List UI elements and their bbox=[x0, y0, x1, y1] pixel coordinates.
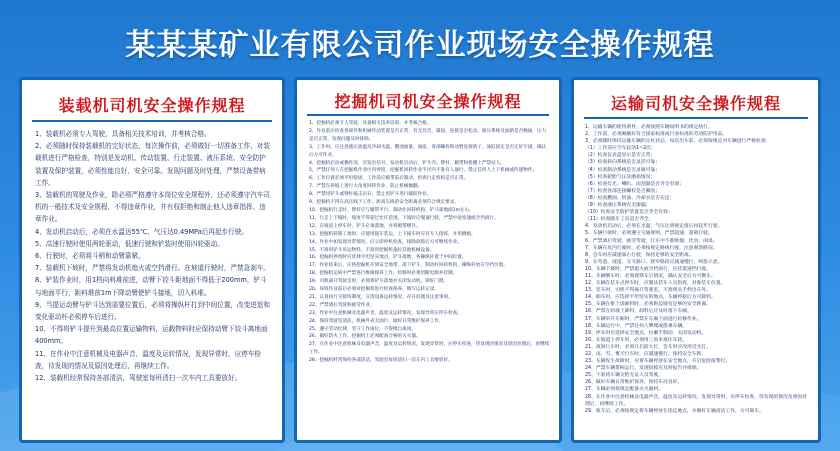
rules-list bbox=[22, 122, 282, 384]
rule-item: 5、严禁任何人在挖掘机作业区内停留，挖掘机回转作业半径内不准有人通行，禁止任何人上下机械或传递物件。 bbox=[309, 168, 538, 174]
rule-item: 21、认真执行交接班制度，交清设备运转情况、存在问题及注意事项。 bbox=[309, 294, 453, 300]
rule-item: 15、不准用铲斗吊运物料，不准用挖掘机拖拉其他机械设备。 bbox=[309, 247, 435, 253]
rule-item: 13、装车时，司机不得离开驾驶室，不准将头手伸出车外。 bbox=[585, 288, 712, 294]
rule-item: （10）检查安全防护装置是否齐全有效； bbox=[585, 210, 673, 216]
panel-title: 装载机司机安全操作规程 bbox=[58, 96, 246, 115]
rule-item: 12、装载机经常保持各部清洁，驾驶室每班清扫一次车内工具要放好。 bbox=[35, 374, 242, 383]
rule-item: 1、装载机必须专人驾驶，具备相关技术培训，并考核合格。 bbox=[35, 130, 211, 138]
rule-item: 12、车辆在装车点停车时，应服从装车人员指挥，对准装车位置。 bbox=[585, 281, 726, 287]
rule-item: 13、挖掘机转移工地时，应使用拖车装运，上下拖车时应有专人指挥，并用跳板。 bbox=[309, 231, 476, 237]
rule-item: 4、发动机启动后，必须在水温达55℃，气压达0.49MPa后再起步行驶。 bbox=[35, 227, 248, 236]
rule-item: 7、车辆在坑内行驶时，必须按规定路线行驶，注意观察路况。 bbox=[585, 245, 718, 251]
rule-item: 18、挖掘机运转中严禁进行维修保养工作，检修时必须切断电源并挂牌。 bbox=[309, 271, 458, 277]
panel-title: 挖掘机司机安全操作规程 bbox=[334, 92, 522, 111]
rule-item: 9、当提运动臂与铲斗达到需要位置后，必须将操纵杆打到中间位置，改变进退和变化驱动杆必须停车后进行。 bbox=[35, 300, 270, 322]
rule-item: （1）工作前应空车起动1~2次； bbox=[585, 146, 656, 152]
rule-item: 28、在作业中注意机械及电器声音，温度及运转情况，发现异常时，应停车检查，待发现的情况及原因处理后，再继续工作。 bbox=[585, 394, 807, 407]
rule-item: 11、车辆倒车时，必须观察车后情况，确认安全后方可倒车。 bbox=[585, 273, 716, 279]
rule-item: （9）检查液压系统有无渗漏； bbox=[585, 203, 651, 209]
rule-item: 6、严禁酒后驾驶、疲劳驾驶，行车中不准吸烟、饮食、闲谈。 bbox=[585, 238, 718, 244]
rule-item: 24、保持驾驶室清洁，机械外表无油污，做好日常维护保养工作。 bbox=[309, 318, 444, 324]
rule-item: 25、遵守劳动纪律，坚守工作岗位，不得擅自离岗。 bbox=[309, 326, 416, 332]
rule-item: （7）检查各部连接螺栓是否紧固； bbox=[585, 188, 661, 194]
rule-item: 22、雨、雪、雾天行车时，应减速慢行，保持安全车距。 bbox=[585, 352, 707, 357]
rule-item: （11）检查随车工具是否齐全。 bbox=[585, 217, 654, 223]
rule-item: 26、做好防火工作，挖掘机上必须配备合格的灭火器。 bbox=[309, 334, 421, 340]
rule-item: 14、作业中如发现异常情况，应立即停机检查，排除故障后方可继续作业。 bbox=[309, 239, 462, 245]
loader-operator-rules-panel bbox=[19, 77, 285, 443]
rule-item: 27、车辆必须按规定配备灭火器材。 bbox=[585, 387, 664, 393]
rule-item: 23、车辆发生故障时，应将车辆停放在安全地点，开启危险报警灯。 bbox=[585, 359, 731, 365]
rule-item: 19、司机离开驾驶室时，必须将铲斗落地并关闭发动机，锁好门窗。 bbox=[309, 279, 449, 285]
rule-item: 18、车辆运行中，严禁任何人攀爬或搭乘车辆。 bbox=[585, 323, 688, 329]
rule-item: 22、严禁酒后驾驶和疲劳作业。 bbox=[309, 302, 375, 308]
rule-item: 10、车辆下坡时，严禁熄火或空挡滑行，应挂低速挡行驶。 bbox=[585, 266, 712, 272]
rule-item: 23、作业中注意机械及电器声音，温度及运转情况，发现异常应停车检查。 bbox=[309, 310, 462, 316]
rule-item: 6、工作位置必须平坦稳固，工作前应履带前后制动，检查行走机构是否正常。 bbox=[309, 176, 469, 182]
rule-item: 11、在作业中注意机械及电器声音，温度及运转情况，发现异常时，应停车检查，待发现的情况及原因处理后，再继续工作。 bbox=[35, 349, 261, 370]
rule-item: （5）检查轮胎气压及磨损情况； bbox=[585, 174, 656, 180]
rule-item: 25、不准将车辆交给无证人员驾驶。 bbox=[585, 373, 664, 379]
rule-item: 19、停车时应选择安全地点，拉紧手制动，关闭发动机。 bbox=[585, 330, 707, 336]
rule-item: 11、行走上下坡时，坡度不得超过允许范围，下坡时应慢速行驶，严禁中途变速或空挡滑行。 bbox=[309, 215, 499, 221]
rule-item: 8、会车时应减速靠右行驶，保持足够的安全距离。 bbox=[585, 252, 694, 258]
rule-item: 21、夜间行车时，必须开启前大灯，会车时应改用近光灯。 bbox=[585, 344, 712, 350]
rule-item: （2）检查仪表盘显示是否正常； bbox=[585, 153, 656, 159]
rule-item: 15、车辆在排土场卸料时，必须距边坡有足够的安全距离。 bbox=[585, 302, 712, 308]
rule-item: 20、每班作业前后必须对挖掘机进行检查保养，填写运转记录。 bbox=[309, 287, 439, 293]
rule-item: 29、收车后，必须按规定将车辆停放在指定地点，并做好车辆清洁工作，方可离车。 bbox=[585, 408, 764, 414]
rule-item: （8）检查燃油、机油、冷却水是否充足； bbox=[585, 195, 675, 201]
rule-item: 3、必须随时保持运输车辆的完好状态，每次出车前，必须按规定对车辆进行严格检查： bbox=[585, 139, 771, 145]
rule-item: 2、作业前应检查各部件和机械传动装置是否正常，有无异音，紧固、连接是否松动，液压系统及油路是否畅通，压力是否正常，发现问题及时排除。 bbox=[309, 128, 547, 142]
rule-item: （6）检查灯光、喇叭、雨刮器是否齐全有效； bbox=[585, 181, 684, 187]
rule-item: 4、发动机启动后，必须在水温、气压达到规定值后再起步行驶。 bbox=[585, 224, 723, 230]
rule-item: 7、装载机下坡时，严禁将发动机熄火或空挡滑行。在坡道行驶时，严禁急刹车。 bbox=[35, 264, 270, 273]
rule-item: 24、严禁车辆带病运行，发现故障应及时报告并排除。 bbox=[585, 366, 702, 372]
rule-item: 7、严禁在斜坡上进行大角度回转作业，防止机械倾翻。 bbox=[309, 184, 423, 190]
rule-item: 3、装载机的驾驶及作业，除必须严格遵守本岗位安全规程外，还必须遵守汽车司机的一般技术及安全规程，不得违章作业，并有权拒绝和制止他人违章指挥、违章作业。 bbox=[35, 191, 270, 224]
rule-item: 12、在坡道上停车时，铲斗必须落地，并将履带楔住。 bbox=[309, 223, 421, 229]
page-title: 某某某矿业有限公司作业现场安全操作规程 bbox=[125, 28, 715, 63]
rule-item: 1、运输车辆的使用条件，必须按照车辆说明书的规定执行。 bbox=[585, 125, 713, 130]
rule-item: 20、在坡道上停车时，必须用三角木塞住车轮。 bbox=[585, 337, 688, 343]
transport-driver-rules-panel bbox=[571, 77, 821, 443]
rule-item: （4）检查制动系统是否灵敏可靠； bbox=[585, 167, 661, 173]
rule-item: 9、挖掘机不得在高压线下工作，距高压线的安全距离必须符合规定要求。 bbox=[309, 200, 459, 206]
rule-item: 17、作业结束后，应将挖掘机开到安全地带，落下铲斗，制动好回转机构，操纵杆放在空挡位置。 bbox=[309, 263, 508, 269]
panel-title: 运输司机安全操作规程 bbox=[610, 94, 781, 113]
rule-item: 10、挖掘机行走时，臂杆应与履带平行，制动住回转机构，铲斗离地面1m左右。 bbox=[309, 207, 474, 213]
rule-item: 27、在作业中注意机械及电器声音，温度及运转情况，发现异常时，应停车检查，待发现的情况及原因处理后，再继续工作。 bbox=[309, 342, 550, 356]
rule-item: 16、严禁在斜坡上卸料，卸料后应及时落下车厢。 bbox=[585, 309, 692, 315]
rules-list bbox=[574, 119, 818, 415]
rule-item: 17、车辆举升车厢时，严禁在车厢下面进行检修作业。 bbox=[585, 316, 702, 322]
rule-item: 6、行驶时，必须将斗稍和动臂靠紧。 bbox=[35, 252, 145, 261]
rule-item: 9、在弯道、坡道、交叉路口、狭窄路段应减速慢行，鸣笛示意。 bbox=[585, 259, 723, 265]
rule-item: 2、必须随时保持装载机的完好状态，每次操作前，必须做好一切准备工作，对装载机进行严格检查，特别是发动机、传动装置、行走装置、液压系统、安全防护装置及保护装置，必须性能良好，安全可靠。发现问题及时处理，严禁设备带病工作。 bbox=[35, 142, 270, 187]
excavator-operator-rules-panel bbox=[294, 77, 562, 443]
rule-item: 14、卸车时，应选择平坦坚实的地点，车辆停稳后方可卸料。 bbox=[585, 295, 716, 301]
rules-list bbox=[297, 116, 559, 365]
rule-item: 3、工作时，应注意液压油温及冷却水温、燃油油量、油质，各部螺栓和动臂连接销子、油缸固定是否完好牢固，确认后方可作业。 bbox=[309, 144, 547, 158]
rule-item: 28、挖掘机经常保持各部清洁，驾驶室每班清扫一次车内工具要放好。 bbox=[309, 358, 453, 364]
rule-item: 8、铲装作业时，用1档向料堆前进，动臂下铰斗距地面不得低于200mm，铲斗与地面平行，距料堆前1m下降动臂使铲斗接地，切入料堆。 bbox=[35, 276, 267, 297]
rule-item: 2、工作前，必须佩戴好符合国家标准或行业标准的劳动防护用品。 bbox=[585, 132, 728, 138]
rule-item: 16、挖掘机停放时应选择平坦坚实地点，铲斗落地，各操纵杆置于中间位置。 bbox=[309, 255, 467, 261]
rule-item: 4、挖掘机启动或操作前，应发出信号，发动机启动后，铲斗内、臂杆、履带和机棚上严禁站人。 bbox=[309, 160, 505, 166]
rule-item: 8、严禁用铲斗或臂杆敲击岩石，禁止用铲斗进行破碎作业。 bbox=[309, 192, 432, 198]
rule-item: 10、不得将铲斗提升到最高位置运输物料，运载物料时应保持动臂下铰斗离地面400mm。 bbox=[35, 325, 268, 346]
rule-item: （3）检查转向系统是否灵活可靠； bbox=[585, 160, 661, 166]
rule-item: 1、挖掘机必须专人驾驶，具备相关技术培训，并考核合格。 bbox=[309, 121, 432, 126]
rule-item: 5、车辆行驶时，必须遵守交通规则，严禁超速、超载行驶。 bbox=[585, 231, 713, 237]
rule-item: 26、做好车辆日常维护保养，保持车况良好。 bbox=[585, 380, 683, 386]
rule-item: 5、高速行驶时使用两轮驱动，低速行驶和铲装时使用四轮驱动。 bbox=[35, 239, 224, 248]
